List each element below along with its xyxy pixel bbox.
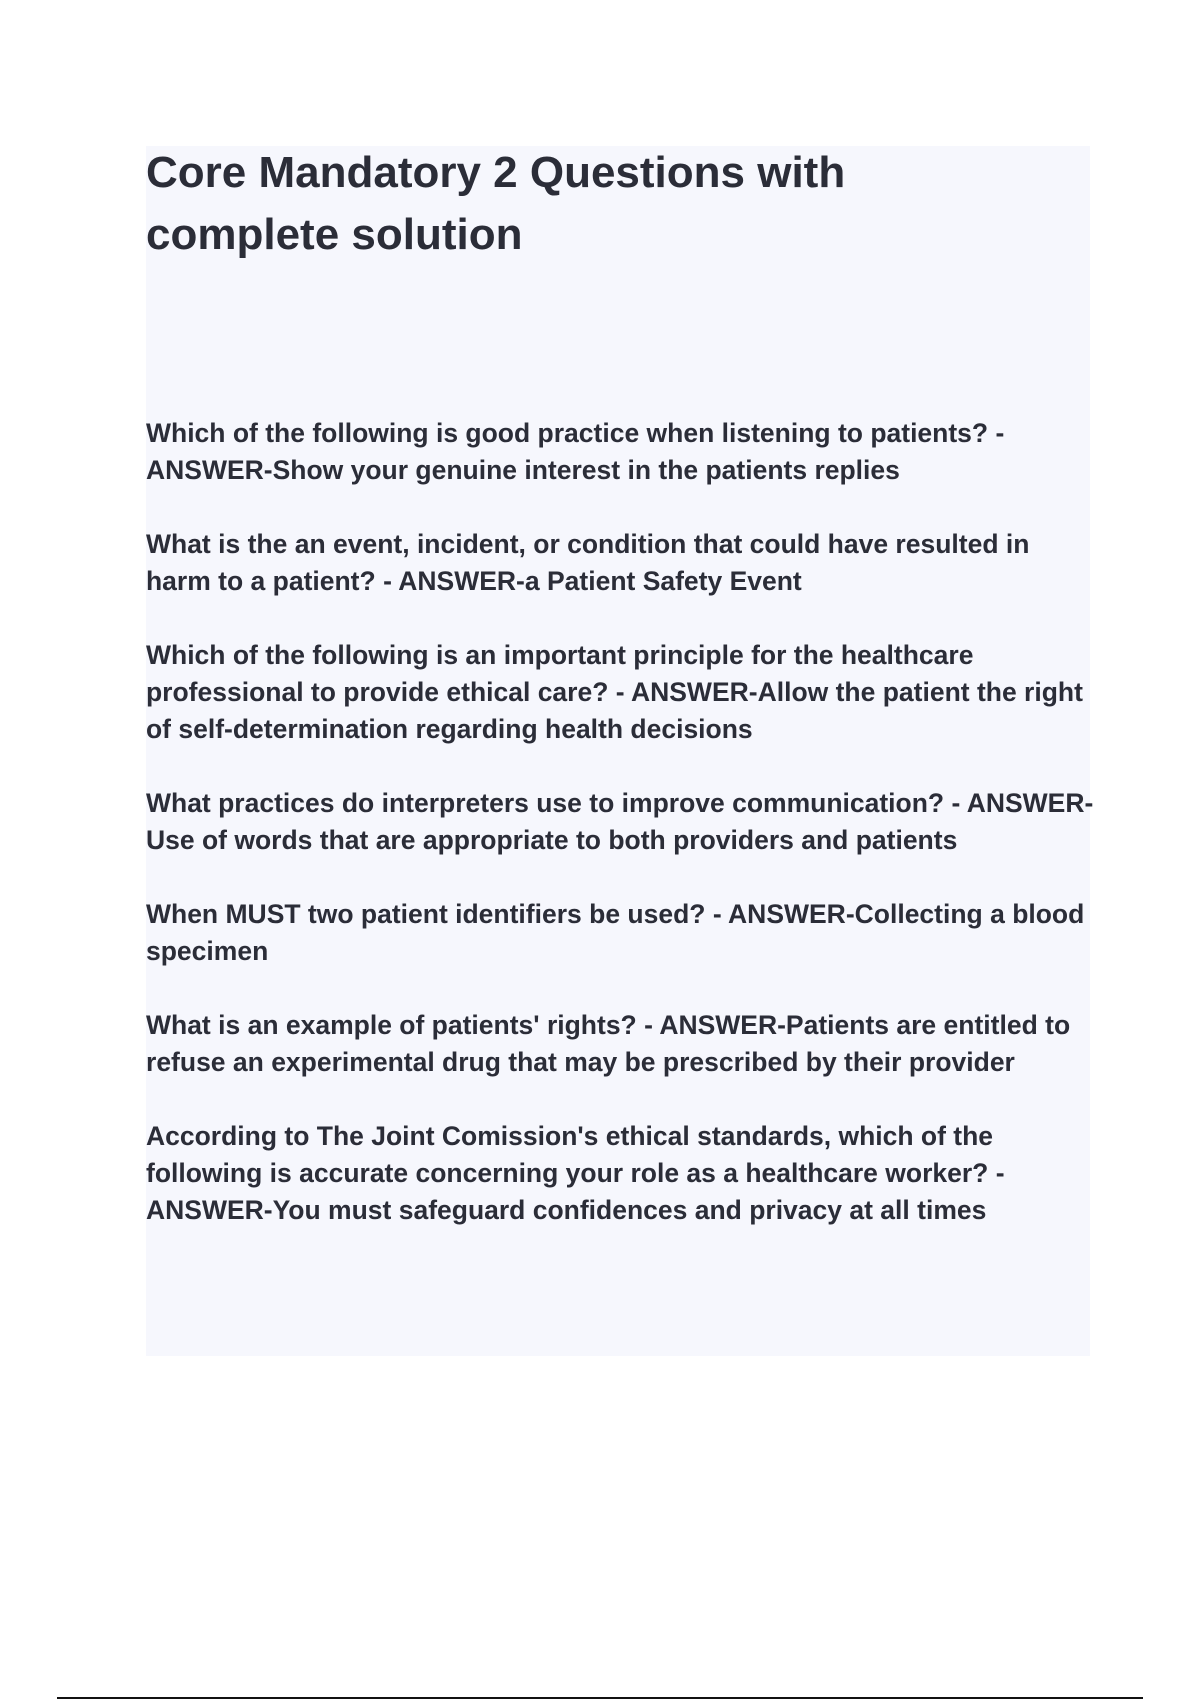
answer-text: ANSWER-a Patient Safety Event	[398, 566, 802, 596]
qa-item-6	[146, 1007, 1096, 1081]
answer-text: ANSWER-Collecting a blood specimen	[146, 899, 1085, 966]
answer-text: ANSWER-Show your genuine interest in the patients replies	[146, 455, 900, 485]
qa-item-4	[146, 785, 1096, 859]
qa-item-2	[146, 526, 1096, 600]
qa-item-1	[146, 415, 1096, 489]
question-text: What practices do interpreters use to improve communication?	[146, 788, 945, 818]
question-text: Which of the following is good practice when listening to patients?	[146, 418, 989, 448]
qa-item-5	[146, 896, 1096, 970]
answer-text: ANSWER-You must safeguard confidences and privacy at all times	[146, 1195, 987, 1225]
answer-text: ANSWER-Use of words that are appropriate to both providers and patients	[146, 788, 1094, 855]
question-text: When MUST two patient identifiers be used?	[146, 899, 706, 929]
question-answer-separator: -	[705, 899, 729, 929]
answer-text: ANSWER-Allow the patient the right of self-determination regarding health decisions	[146, 677, 1083, 744]
qa-item-7	[146, 1118, 1096, 1229]
question-answer-separator: -	[988, 1158, 1005, 1188]
question-text: Which of the following is an important principle for the healthcare professional to provide ethical care?	[146, 640, 974, 707]
question-answer-separator: -	[944, 788, 967, 818]
footer-divider	[57, 1697, 1143, 1699]
qa-item-3	[146, 637, 1096, 748]
question-answer-separator: -	[375, 566, 399, 596]
question-answer-separator: -	[636, 1010, 660, 1040]
question-text: What is the an event, incident, or condition that could have resulted in harm to a patient?	[146, 529, 1030, 596]
question-answer-list	[146, 415, 1096, 1266]
question-answer-separator: -	[608, 677, 631, 707]
document-title: Core Mandatory 2 Questions with complete solution	[146, 148, 846, 259]
question-answer-separator: -	[988, 418, 1005, 448]
question-text: What is an example of patients' rights?	[146, 1010, 637, 1040]
answer-text: ANSWER-Patients are entitled to refuse an experimental drug that may be prescribed by their provider	[146, 1010, 1071, 1077]
question-text: According to The Joint Comission's ethical standards, which of the following is accurate concerning your role as a healthcare worker?	[146, 1121, 994, 1188]
